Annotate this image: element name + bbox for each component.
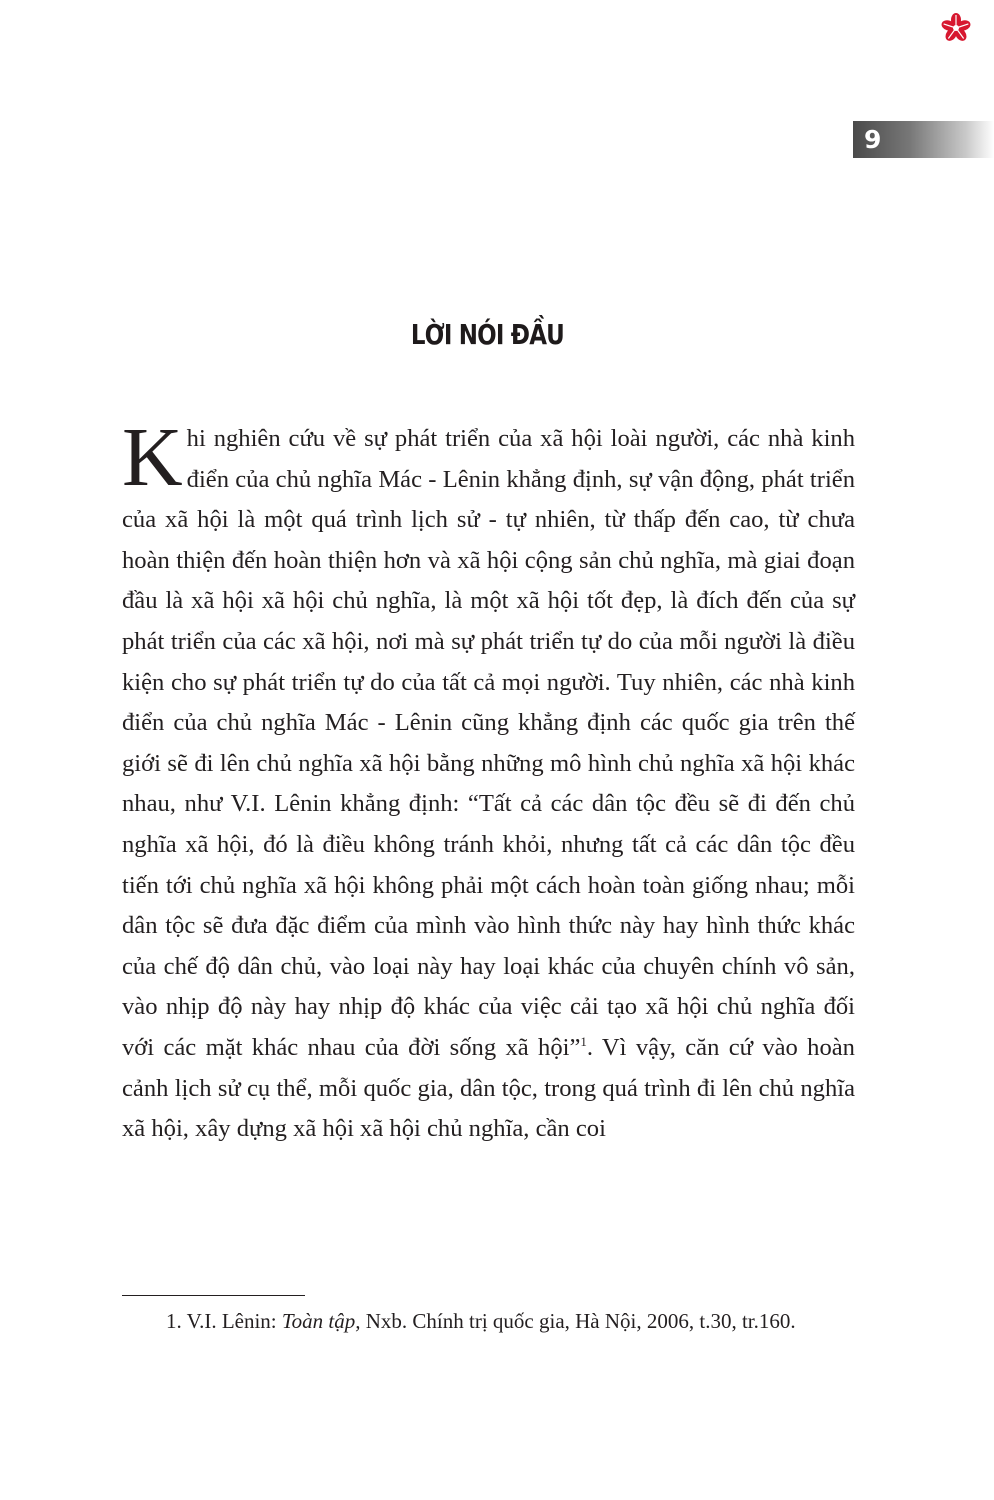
chapter-title: LỜI NÓI ĐẦU <box>410 318 564 351</box>
paragraph-text: hi nghiên cứu về sự phát triển của xã hội loài người, các nhà kinh điển của chủ nghĩa Mác - Lênin khẳng định, sự vận động, phát triển của xã hội là một quá trình lịch sử - tự nhiên, từ thấp đến cao, từ chưa hoàn thiện đến hoàn thiện hơn và xã hội cộng sản chủ nghĩa, mà giai đoạn đầu là xã hội xã hội chủ nghĩa, là một xã hội tốt đẹp, là đích đến của sự phát triển của các xã hội, nơi mà sự phát triển tự do của mỗi người là điều kiện cho sự phát triển tự do của tất cả mọi người. Tuy nhiên, các nhà kinh điển của chủ nghĩa Mác - Lênin cũng khẳng định các quốc gia trên thế giới sẽ đi lên chủ nghĩa xã hội bằng những mô hình chủ nghĩa xã hội khác nhau, như V.I. Lênin khẳng định: “Tất cả các dân tộc đều sẽ đi đến chủ nghĩa xã hội, đó là điều không tránh khỏi, nhưng tất cả các dân tộc đều tiến tới chủ nghĩa xã hội không phải một cách hoàn toàn giống nhau; mỗi dân tộc sẽ đưa đặc điểm của mình vào hình thức này hay hình thức khác của chế độ dân chủ, vào loại này hay loại khác của chuyên chính vô sản, vào nhịp độ này hay nhịp độ khác của việc cải tạo xã hội chủ nghĩa đối với các mặt khác nhau của đời sống xã hội” <box>122 425 855 1061</box>
footnote-work-title: Toàn tập, <box>281 1309 361 1333</box>
paragraph-tail: . Vì vậy, căn cứ vào hoàn cảnh lịch sử cụ thể, mỗi quốc gia, dân tộc, trong quá trình đi lên chủ nghĩa xã hội, xây dựng xã hội xã hội chủ nghĩa, cần coi <box>122 1033 855 1143</box>
footnote-details: Nxb. Chính trị quốc gia, Hà Nội, 2006, t.30, tr.160. <box>365 1309 796 1333</box>
flower-logo-icon <box>940 12 972 44</box>
footnote-divider <box>122 1295 305 1296</box>
page-number: 9 <box>864 125 882 154</box>
footnote-author: V.I. Lênin: <box>186 1309 277 1333</box>
body-paragraph <box>122 411 855 1150</box>
page-number-tab <box>853 121 994 158</box>
footnote-reference: 1 <box>580 1033 587 1049</box>
footnote-number: 1. <box>166 1309 182 1333</box>
drop-cap: K <box>122 411 183 504</box>
footnote <box>122 1305 855 1338</box>
